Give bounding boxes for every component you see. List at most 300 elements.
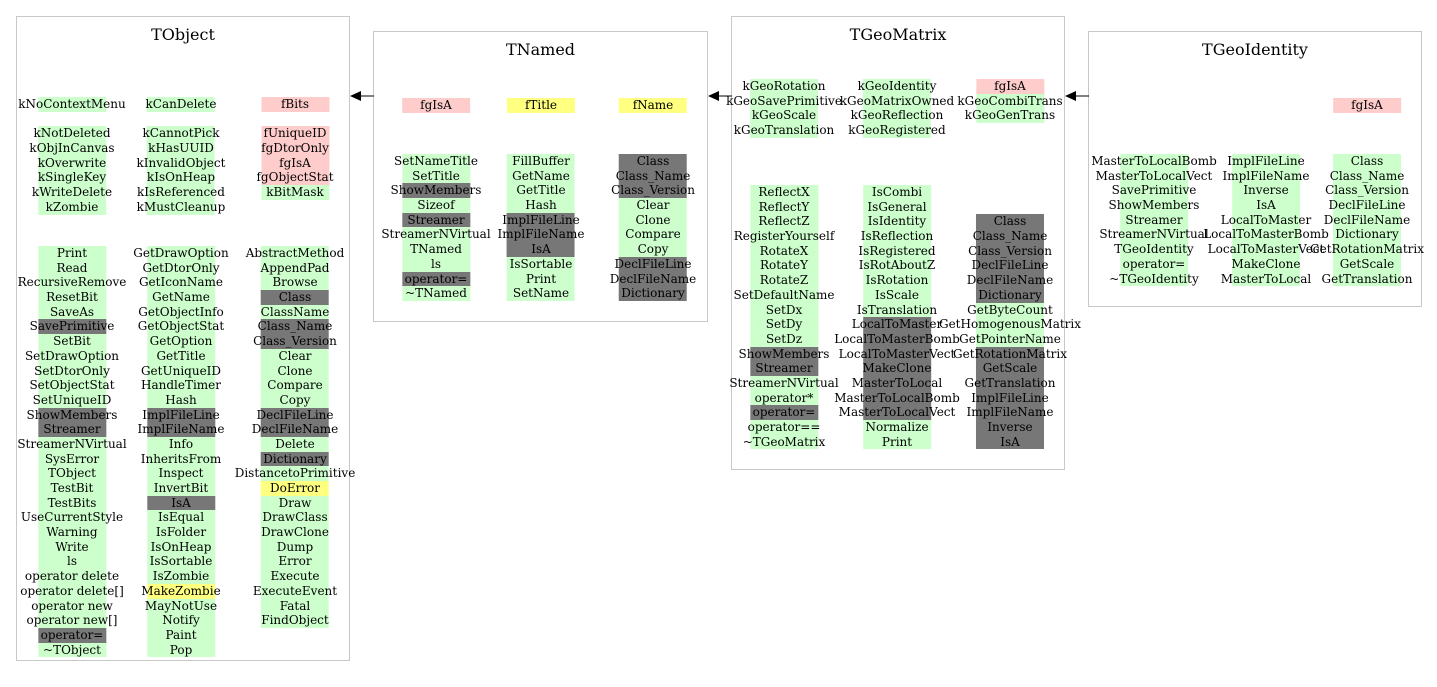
- member-item: [1351, 98, 1383, 113]
- member-label: Class_Name: [1329, 168, 1405, 183]
- member-label: GetPointerName: [959, 331, 1061, 346]
- member-item: [1109, 198, 1200, 213]
- member-label: operator==: [747, 420, 821, 434]
- member-item: [407, 213, 464, 228]
- member-item: [18, 275, 127, 290]
- member-item: [971, 258, 1048, 273]
- member-label: Inverse: [1243, 183, 1289, 198]
- member-item: [987, 420, 1032, 435]
- member-item: [253, 584, 337, 599]
- member-label: Class_Version: [1325, 183, 1409, 198]
- member-item: [420, 98, 452, 113]
- member-item: [270, 569, 319, 584]
- member-item: [1208, 242, 1325, 257]
- member-column: [1091, 154, 1217, 286]
- member-item: [381, 227, 490, 242]
- member-label: fgIsA: [420, 98, 452, 112]
- member-item: [146, 97, 217, 112]
- member-item: [38, 170, 106, 185]
- member-label: SavePrimitive: [29, 319, 115, 334]
- member-label: operator*: [754, 390, 814, 405]
- member-label: ClassName: [260, 304, 330, 319]
- member-column: [610, 154, 697, 301]
- member-item: [994, 214, 1027, 229]
- member-label: SavePrimitive: [1111, 183, 1197, 198]
- member-item: [246, 246, 345, 261]
- member-label: Inspect: [158, 466, 204, 481]
- class-title: TGeoIdentity: [1202, 40, 1308, 59]
- member-label: RecursiveRemove: [17, 275, 127, 290]
- member-label: fgIsA: [279, 155, 311, 170]
- member-label: ShowMembers: [738, 346, 830, 361]
- member-item: [138, 422, 225, 437]
- member-label: MasterToLocalBomb: [834, 390, 960, 405]
- member-label: ImplFileLine: [502, 212, 580, 227]
- member-label: operator=: [40, 627, 104, 642]
- member-item: [391, 183, 482, 198]
- member-label: GetHomogenousMatrix: [938, 317, 1082, 332]
- member-item: [965, 376, 1056, 391]
- member-item: [410, 242, 462, 257]
- member-label: kObjInCanvas: [29, 141, 115, 156]
- member-item: [739, 347, 830, 362]
- member-label: SetDtorOnly: [34, 363, 110, 378]
- member-label: DeclFileName: [966, 273, 1054, 288]
- member-item: [51, 481, 94, 496]
- member-label: Warning: [46, 525, 98, 540]
- member-item: [25, 569, 119, 584]
- member-item: [405, 272, 468, 287]
- member-label: ImplFileName: [137, 422, 225, 437]
- member-label: kGeoSavePrimitive: [726, 93, 842, 108]
- member-item: [165, 393, 197, 408]
- member-label: StreamerNVirtual: [381, 227, 491, 242]
- member-item: [55, 540, 88, 555]
- member-item: [137, 200, 226, 215]
- member-item: [1243, 183, 1288, 198]
- member-label: IsRegistered: [858, 243, 936, 258]
- member-item: [839, 347, 956, 362]
- member-item: [1000, 435, 1020, 450]
- member-item: [53, 334, 91, 349]
- member-label: RotateY: [759, 258, 809, 273]
- member-item: [137, 185, 225, 200]
- member-item: [272, 275, 317, 290]
- member-item: [278, 554, 311, 569]
- member-label: fUniqueID: [263, 126, 327, 141]
- member-item: [638, 242, 669, 257]
- member-label: kGeoScale: [751, 108, 817, 123]
- class-box-tgeoidentity: [1088, 31, 1422, 307]
- member-item: [25, 349, 119, 364]
- member-label: kGeoMatrixOwned: [839, 93, 955, 108]
- member-label: Execute: [270, 569, 320, 584]
- member-label: SetUniqueID: [32, 392, 112, 407]
- member-label: kIsReferenced: [137, 185, 225, 200]
- member-label: Print: [56, 246, 88, 260]
- member-item: [872, 185, 922, 200]
- member-label: ~TNamed: [405, 286, 467, 301]
- member-label: Clear: [636, 198, 670, 213]
- member-item: [30, 319, 115, 334]
- member-label: fgIsA: [1351, 98, 1383, 112]
- member-item: [758, 185, 809, 200]
- member-item: [141, 378, 221, 393]
- member-item: [978, 288, 1041, 303]
- member-label: kGeoRotation: [742, 79, 826, 93]
- member-item: [967, 405, 1054, 420]
- member-item: [726, 94, 842, 109]
- member-item: [753, 405, 816, 420]
- member-label: LocalToMasterBomb: [1203, 227, 1329, 242]
- member-column: [381, 154, 490, 301]
- member-label: GetTitle: [156, 348, 206, 363]
- member-label: IsEqual: [157, 510, 205, 525]
- member-label: GetObjectInfo: [138, 304, 224, 319]
- member-item: [412, 169, 460, 184]
- member-item: [253, 334, 337, 349]
- member-label: fgIsA: [994, 79, 1026, 93]
- member-item: [525, 198, 557, 213]
- member-label: SetDz: [765, 331, 803, 346]
- member-column: [137, 97, 226, 215]
- member-item: [153, 569, 209, 584]
- member-label: DrawClone: [261, 525, 329, 540]
- member-item: [263, 452, 326, 467]
- member-label: GetTranslation: [964, 375, 1056, 390]
- member-label: UseCurrentStyle: [20, 510, 124, 525]
- inheritance-arrow-tgeoidentity-tgeomatrix: [1065, 89, 1089, 103]
- member-item: [851, 108, 944, 123]
- member-item: [875, 288, 919, 303]
- member-item: [766, 303, 803, 318]
- member-item: [1227, 154, 1304, 169]
- member-item: [611, 183, 695, 198]
- member-label: RegisterYourself: [733, 229, 835, 244]
- member-label: IsOnHeap: [150, 539, 212, 554]
- member-item: [165, 628, 196, 643]
- member-item: [512, 169, 570, 184]
- member-item: [743, 435, 826, 450]
- member-item: [953, 347, 1067, 362]
- member-item: [17, 437, 126, 452]
- member-column: [525, 98, 557, 113]
- member-item: [971, 391, 1048, 406]
- member-label: Class_Name: [257, 319, 333, 334]
- member-label: SetName: [512, 286, 570, 301]
- member-label: AbstractMethod: [245, 246, 345, 260]
- member-item: [277, 364, 312, 379]
- member-item: [760, 273, 809, 288]
- member-label: Print: [525, 271, 557, 286]
- member-item: [27, 408, 118, 423]
- member-item: [858, 244, 935, 259]
- member-item: [531, 242, 551, 257]
- member-item: [637, 154, 670, 169]
- class-title: TNamed: [505, 40, 576, 59]
- member-item: [38, 156, 107, 171]
- member-item: [1325, 183, 1409, 198]
- member-label: TestBit: [50, 481, 94, 495]
- member-label: Streamer: [43, 422, 101, 437]
- member-label: Copy: [637, 242, 669, 257]
- member-label: MasterToLocal: [1220, 271, 1312, 286]
- member-column: [840, 79, 954, 138]
- member-label: ShowMembers: [1108, 198, 1200, 213]
- member-label: ImplFileName: [497, 227, 585, 242]
- member-label: GetTranslation: [1321, 271, 1413, 286]
- member-item: [967, 303, 1053, 318]
- member-label: DeclFileName: [1323, 212, 1411, 227]
- member-item: [839, 405, 956, 420]
- member-item: [45, 452, 99, 467]
- member-label: Print: [881, 434, 913, 449]
- member-label: GetName: [512, 168, 570, 183]
- member-item: [29, 378, 114, 393]
- member-item: [235, 466, 356, 481]
- member-column: [17, 246, 126, 657]
- member-item: [280, 393, 311, 408]
- member-item: [141, 364, 221, 379]
- member-item: [261, 613, 328, 628]
- member-label: Class_Version: [253, 334, 337, 349]
- member-item: [1335, 227, 1398, 242]
- member-item: [264, 126, 327, 141]
- member-label: HandleTimer: [140, 378, 222, 393]
- member-item: [525, 98, 557, 113]
- member-label: LocalToMaster: [1220, 212, 1312, 227]
- member-item: [1125, 213, 1182, 228]
- member-item: [142, 408, 219, 423]
- member-label: IsFolder: [155, 525, 207, 540]
- member-item: [278, 349, 311, 364]
- member-item: [752, 108, 816, 123]
- member-label: ReflectY: [758, 199, 810, 214]
- member-label: IsCombi: [871, 185, 923, 199]
- member-label: RotateZ: [759, 273, 809, 288]
- member-label: AppendPad: [260, 260, 330, 275]
- member-label: DeclFileLine: [1328, 198, 1406, 213]
- member-label: ImplFileLine: [1227, 154, 1305, 168]
- member-label: StreamerNVirtual: [1099, 227, 1209, 242]
- member-item: [171, 496, 191, 511]
- member-label: Read: [56, 260, 88, 275]
- member-label: IsGeneral: [867, 199, 927, 214]
- member-label: IsIdentity: [867, 214, 927, 229]
- member-label: LocalToMasterVect: [1207, 242, 1325, 257]
- member-label: Dictionary: [263, 451, 327, 466]
- member-label: Dictionary: [1335, 227, 1399, 242]
- member-item: [33, 393, 112, 408]
- member-label: LocalToMasterBomb: [834, 331, 960, 346]
- member-item: [512, 154, 570, 169]
- member-label: Class: [636, 154, 670, 168]
- member-label: SetBit: [53, 334, 91, 349]
- member-item: [625, 227, 680, 242]
- member-item: [57, 246, 87, 261]
- member-item: [156, 349, 205, 364]
- member-label: ~TObject: [43, 642, 101, 657]
- member-item: [150, 334, 213, 349]
- member-label: RotateX: [759, 243, 809, 258]
- member-item: [280, 599, 310, 614]
- member-label: Compare: [625, 227, 681, 242]
- member-label: kSingleKey: [37, 170, 107, 185]
- member-label: Class: [993, 214, 1027, 229]
- member-item: [43, 422, 100, 437]
- member-label: ImplFileLine: [142, 407, 220, 422]
- member-label: TGeoIdentity: [1114, 242, 1194, 257]
- member-item: [1109, 272, 1198, 287]
- member-label: kMustCleanup: [136, 199, 226, 214]
- member-label: Class_Version: [968, 243, 1052, 258]
- member-item: [20, 584, 124, 599]
- member-label: ls: [430, 256, 441, 271]
- member-label: kGeoIdentity: [857, 79, 937, 93]
- member-label: kNotDeleted: [33, 126, 111, 141]
- member-label: Pop: [169, 642, 193, 657]
- member-label: SetNameTitle: [394, 154, 478, 168]
- member-label: Class: [1350, 154, 1384, 168]
- member-item: [270, 481, 320, 496]
- member-label: ls: [66, 554, 77, 569]
- member-item: [861, 229, 933, 244]
- member-item: [394, 154, 478, 169]
- member-label: kIsOnHeap: [146, 170, 216, 185]
- member-item: [1221, 213, 1311, 228]
- member-item: [151, 540, 212, 555]
- member-item: [46, 200, 99, 215]
- member-label: FillBuffer: [512, 154, 570, 168]
- member-label: Notify: [162, 613, 200, 628]
- member-item: [133, 246, 228, 261]
- member-item: [882, 435, 912, 450]
- member-item: [734, 123, 835, 138]
- member-label: Normalize: [865, 420, 929, 434]
- member-label: operator new[]: [26, 613, 118, 628]
- member-label: ShowMembers: [26, 407, 118, 422]
- member-item: [34, 364, 110, 379]
- member-item: [417, 198, 454, 213]
- member-item: [261, 305, 330, 320]
- member-label: kBitMask: [266, 185, 324, 200]
- member-column: [726, 79, 842, 138]
- member-item: [21, 510, 123, 525]
- member-item: [57, 261, 88, 276]
- member-item: [636, 198, 669, 213]
- member-label: operator=: [752, 405, 816, 420]
- member-label: GetScale: [982, 361, 1038, 376]
- member-item: [516, 183, 565, 198]
- member-item: [154, 481, 208, 496]
- member-label: Clone: [277, 363, 313, 378]
- member-item: [1091, 154, 1217, 169]
- member-label: DistancetoPrimitive: [234, 466, 356, 481]
- member-item: [867, 200, 926, 215]
- member-item: [959, 332, 1061, 347]
- member-item: [405, 286, 467, 301]
- member-label: ReflectX: [758, 185, 810, 199]
- member-item: [983, 361, 1038, 376]
- member-label: FindObject: [261, 613, 329, 628]
- member-label: ImplFileName: [1222, 168, 1310, 183]
- member-item: [31, 599, 113, 614]
- member-label: SetDy: [765, 317, 803, 332]
- member-item: [138, 305, 224, 320]
- member-item: [147, 170, 215, 185]
- member-item: [502, 213, 579, 228]
- member-label: GetIconName: [138, 275, 224, 290]
- member-label: Error: [278, 554, 312, 569]
- member-label: Class_Name: [615, 168, 691, 183]
- member-column: [1310, 154, 1424, 286]
- member-item: [852, 376, 942, 391]
- member-item: [859, 258, 935, 273]
- member-item: [258, 319, 333, 334]
- member-label: IsSortable: [509, 256, 573, 271]
- member-label: IsA: [531, 242, 551, 257]
- member-label: MayNotUse: [144, 598, 218, 613]
- member-label: InvertBit: [153, 481, 209, 495]
- member-item: [1351, 154, 1384, 169]
- member-item: [863, 361, 932, 376]
- member-item: [766, 317, 803, 332]
- member-item: [277, 540, 313, 555]
- member-label: Dump: [276, 539, 314, 554]
- member-label: Clone: [635, 212, 671, 227]
- member-item: [742, 79, 825, 94]
- member-item: [1096, 169, 1213, 184]
- member-label: SetObjectStat: [29, 378, 115, 393]
- member-item: [733, 288, 834, 303]
- member-label: IsA: [171, 495, 191, 510]
- member-item: [159, 466, 204, 481]
- member-item: [635, 213, 670, 228]
- member-label: GetByteCount: [967, 302, 1053, 317]
- member-label: kCannotPick: [142, 126, 220, 141]
- member-item: [261, 261, 330, 276]
- member-label: GetObjectStat: [137, 319, 225, 334]
- member-column: [420, 98, 452, 113]
- member-label: IsRotation: [865, 273, 929, 288]
- member-item: [275, 437, 315, 452]
- member-label: kNoContextMenu: [18, 97, 126, 111]
- member-item: [67, 554, 77, 569]
- member-label: kWriteDelete: [31, 185, 113, 200]
- member-item: [261, 525, 329, 540]
- member-label: MakeClone: [862, 361, 932, 376]
- class-box-tnamed: [373, 31, 708, 322]
- member-label: MasterToLocalVect: [1095, 168, 1213, 183]
- member-item: [150, 554, 213, 569]
- member-label: DrawClass: [262, 510, 328, 525]
- member-item: [279, 156, 311, 171]
- member-item: [46, 290, 98, 305]
- member-label: ReflectZ: [758, 214, 810, 229]
- member-item: [734, 229, 835, 244]
- member-label: TNamed: [410, 242, 462, 257]
- member-item: [141, 452, 222, 467]
- member-item: [48, 466, 96, 481]
- member-item: [256, 408, 333, 423]
- member-item: [1328, 198, 1405, 213]
- member-item: [50, 305, 94, 320]
- member-item: [957, 94, 1062, 109]
- member-item: [1221, 272, 1311, 287]
- member-item: [43, 643, 101, 658]
- member-item: [170, 643, 193, 658]
- member-item: [138, 319, 224, 334]
